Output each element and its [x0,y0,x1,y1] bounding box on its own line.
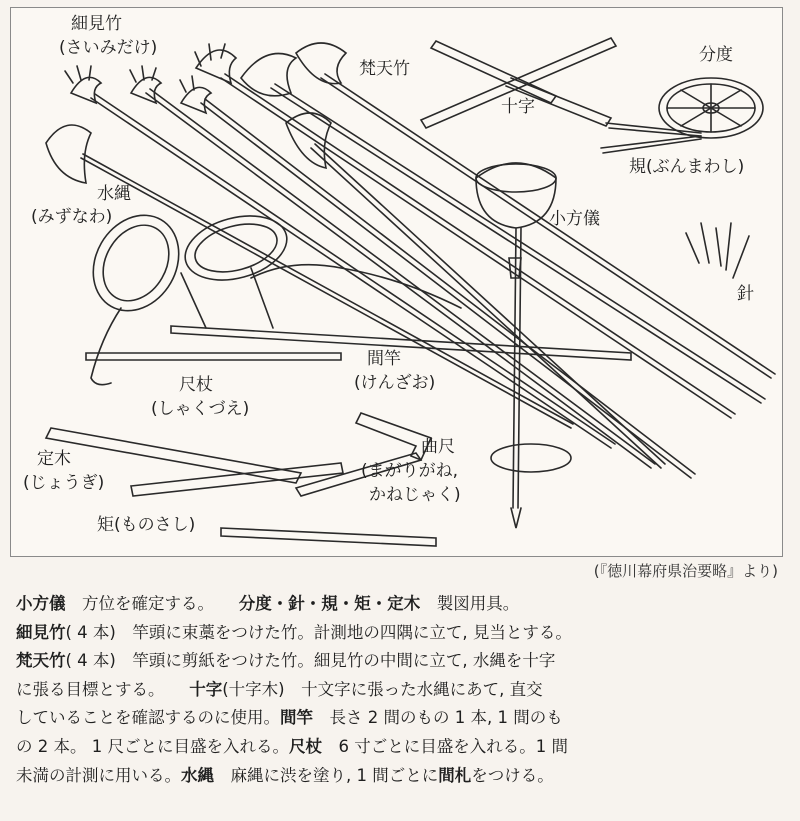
label-saimidake: 細見竹 [71,14,122,34]
caption-line-3 [16,647,791,676]
term-shakuzue: 尺杖 [288,736,322,756]
label-bundo: 分度 [699,45,733,65]
illustration-panel [10,7,783,557]
term-kohogi: 小方儀 [16,594,66,613]
caption-line-1 [16,590,791,619]
label-kenzao-reading: (けんざお) [354,373,436,393]
caption-text-span: 長さ 2 間のもの 1 本, 1 間のも [313,708,563,728]
caption-text [16,590,791,790]
label-jogi: 定木 [37,449,71,469]
label-shakuzue: 尺杖 [179,375,213,395]
caption-text-span: 6 寸ごとに目盛を入れる。1 間 [321,736,568,756]
term-drafting-tools: 分度・針・規・矩・定木 [238,594,421,613]
label-kiku: 規(ぶんまわし) [629,157,745,177]
needles-hari [686,223,749,278]
label-juji: 十字 [501,97,535,117]
rope-coils-mizunawa [76,200,461,385]
label-kanejaku-reading-1: (まがりがね, [361,461,459,481]
label-mizunawa-reading: (みずなわ) [31,207,113,227]
caption-text-span: (十字木) 十文字に張った水縄にあて, 直交 [222,679,543,699]
label-bonten: 梵天竹 [359,59,410,79]
label-jogi-reading: (じょうぎ) [23,473,105,493]
label-kanejaku-reading-2: かねじゃく) [369,485,461,505]
source-citation: (『徳川幕府県治要略』より) [593,562,778,580]
caption-text-span: の 2 本。 1 尺ごとに目盛を入れる。 [16,736,289,756]
caption-text-span: ( 4 本) 竿頭に束藁をつけた竹。計測地の四隅に立て, 見当とする。 [65,622,572,642]
caption-text-span: 未満の計測に用いる。 [16,765,181,785]
caption-text-span: 麻縄に渋を塗り, 1 間ごとに [214,765,439,785]
caption-text-span: に張る目標とする。 [16,679,190,699]
term-kenzao: 間竿 [280,708,313,728]
label-mizunawa: 水縄 [97,184,131,204]
term-saimidake: 細見竹 [16,622,66,642]
label-kanejaku: 曲尺 [421,437,455,457]
label-hari: 針 [737,284,754,304]
label-kenzao: 間竿 [367,349,401,369]
term-bonten: 梵天竹 [16,651,66,671]
label-kohogi: 小方儀 [549,209,600,229]
label-saimidake-reading: (さいみだけ) [59,38,158,58]
caption-text-span: していることを確認するのに使用。 [16,708,280,728]
caption-line-6 [16,733,791,762]
term-juji: 十字 [189,679,223,699]
caption-text-span: をつける。 [471,765,554,785]
caption-text-span: ( 4 本) 竿頭に剪紙をつけた竹。細見竹の中間に立て, 水縄を十字 [65,651,556,671]
caption-text-span: 方位を確定する。 [65,594,239,613]
caption-line-4 [16,676,791,705]
label-shakuzue-reading: (しゃくづえ) [151,399,250,419]
protractor-bundo [659,78,763,138]
term-mizunawa: 水縄 [181,765,214,785]
caption-line-5 [16,704,791,733]
term-kenfuda: 間札 [438,765,472,785]
label-kane: 矩(ものさし) [97,515,196,535]
caption-text-span: 製図用具。 [420,594,520,613]
caption-line-7 [16,762,791,791]
caption-line-2 [16,619,791,648]
